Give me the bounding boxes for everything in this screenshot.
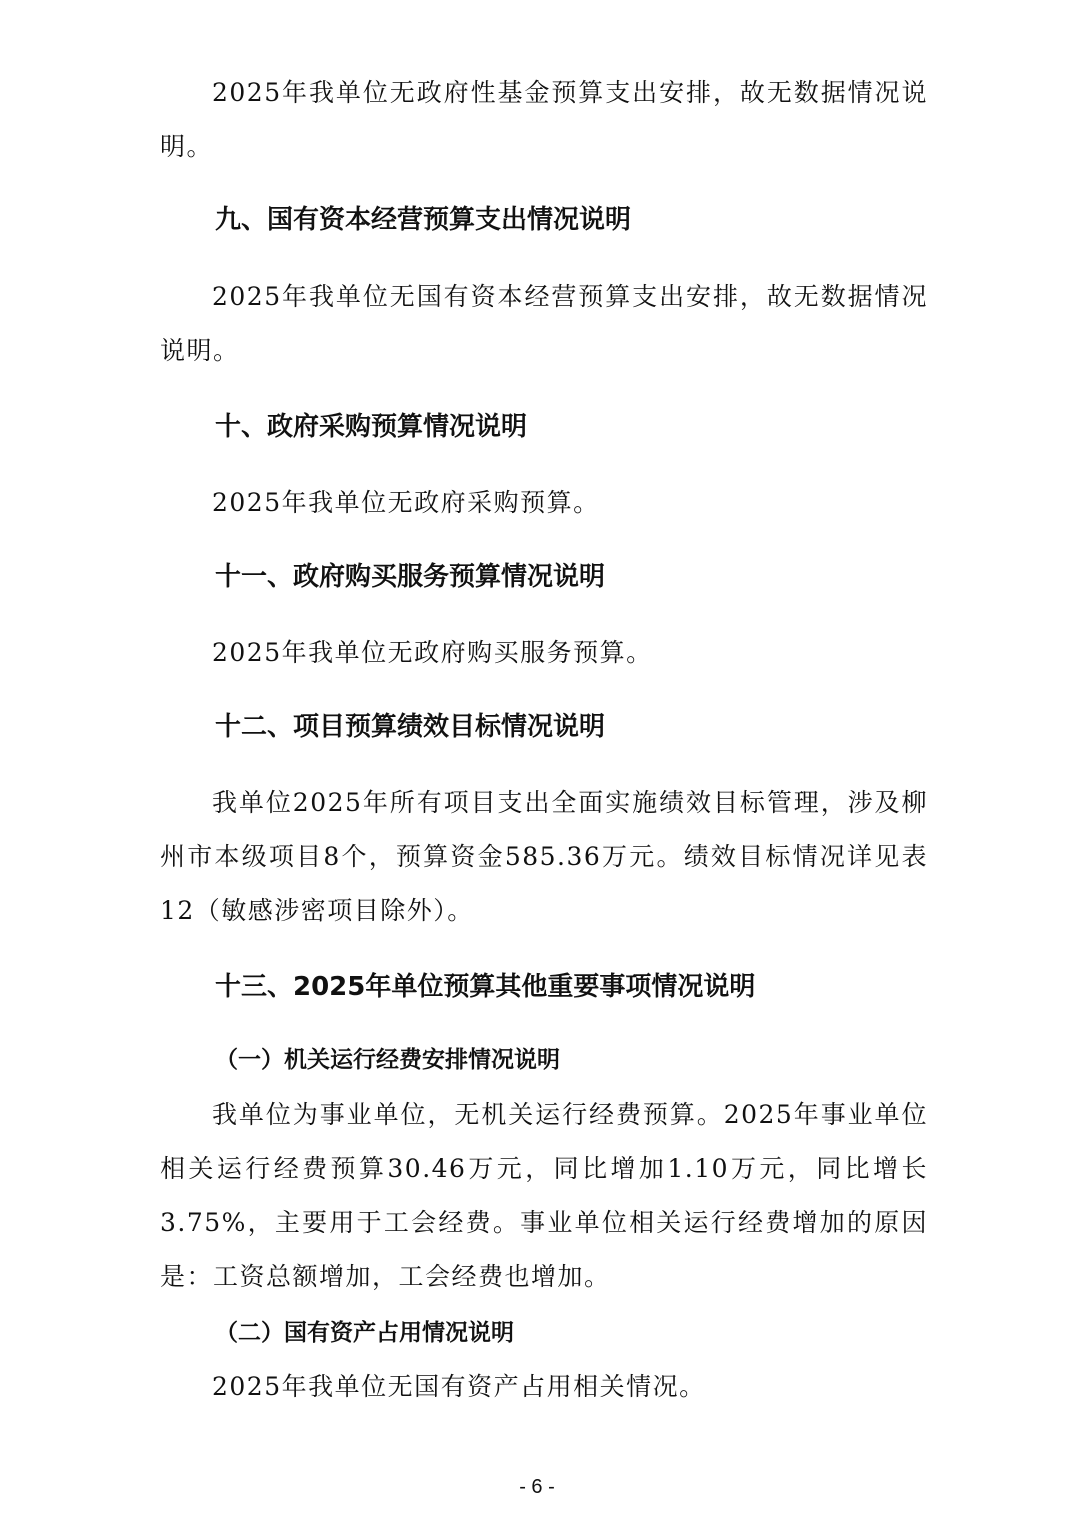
subheading-state-assets: （二）国有资产占用情况说明 (215, 1320, 514, 1346)
paragraph-government-fund: 2025年我单位无政府性基金预算支出安排，故无数据情况说明。 (160, 78, 928, 161)
heading-section-10: 十、政府采购预算情况说明 (215, 412, 528, 442)
subheading-operating-funds: （一）机关运行经费安排情况说明 (215, 1047, 560, 1073)
paragraph-purchase-services: 2025年我单位无政府购买服务预算。 (212, 638, 653, 667)
heading-section-11: 十一、政府购买服务预算情况说明 (215, 562, 606, 592)
paragraph-performance-goals: 我单位2025年所有项目支出全面实施绩效目标管理，涉及柳州市本级项目8个，预算资金585.36万元。绩效目标情况详见表12（敏感涉密项目除外）。 (160, 788, 928, 925)
heading-section-9: 九、国有资本经营预算支出情况说明 (215, 205, 632, 235)
paragraph-operating-funds: 我单位为事业单位，无机关运行经费预算。2025年事业单位相关运行经费预算30.46万元，同比增加1.10万元，同比增长3.75%，主要用于工会经费。事业单位相关运行经费增加的原因是：工资总额增加，工会经费也增加。 (160, 1100, 928, 1291)
heading-section-13: 十三、2025年单位预算其他重要事项情况说明 (215, 972, 756, 1002)
paragraph-procurement: 2025年我单位无政府采购预算。 (212, 488, 600, 517)
paragraph-state-capital: 2025年我单位无国有资本经营预算支出安排，故无数据情况说明。 (160, 282, 928, 365)
paragraph-state-assets: 2025年我单位无国有资产占用相关情况。 (212, 1372, 706, 1401)
page-number: - 6 - (519, 1476, 555, 1498)
heading-section-12: 十二、项目预算绩效目标情况说明 (215, 712, 606, 742)
